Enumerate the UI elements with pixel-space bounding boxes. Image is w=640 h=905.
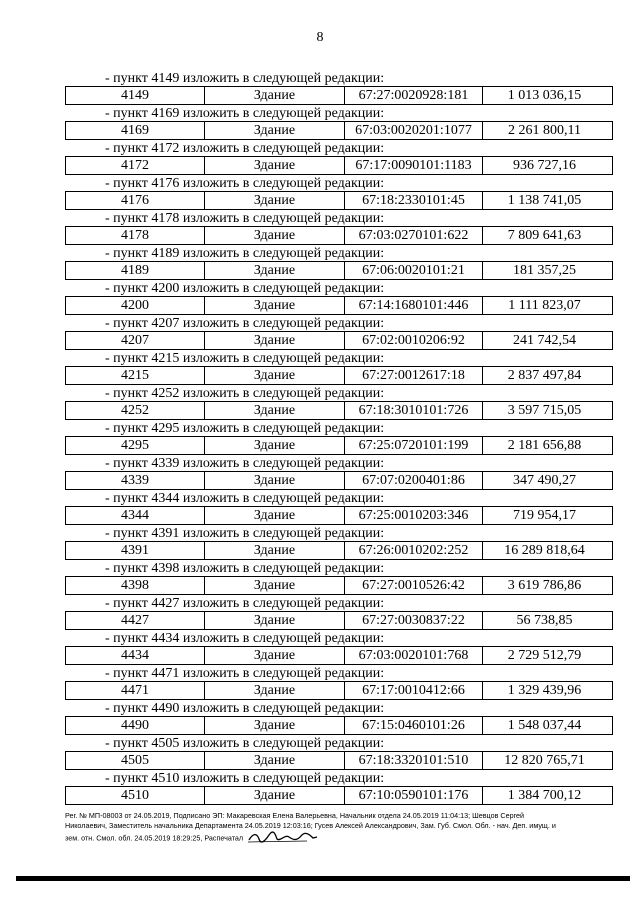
cadastral-value: 1 384 700,12	[482, 787, 612, 804]
table-row	[65, 191, 613, 210]
cadastral-value: 2 261 800,11	[482, 122, 612, 139]
cadastral-number: 67:17:0090101:1183	[344, 157, 482, 174]
amendment-entry	[65, 457, 613, 492]
table-row	[65, 541, 613, 560]
footer-line-last	[65, 831, 630, 846]
cadastral-number: 67:17:0010412:66	[344, 682, 482, 699]
cadastral-value: 1 111 823,07	[482, 297, 612, 314]
cadastral-number: 67:26:0010202:252	[344, 542, 482, 559]
cadastral-number: 67:02:0010206:92	[344, 332, 482, 349]
cadastral-number: 67:18:3320101:510	[344, 752, 482, 769]
cadastral-value: 1 329 439,96	[482, 682, 612, 699]
object-type: Здание	[204, 297, 344, 314]
table-row	[65, 611, 613, 630]
cadastral-value: 2 837 497,84	[482, 367, 612, 384]
handwritten-signature-icon	[247, 831, 319, 846]
table-row	[65, 576, 613, 595]
table-row	[65, 681, 613, 700]
amendment-entry	[65, 422, 613, 457]
object-type: Здание	[204, 87, 344, 104]
signature-footer	[65, 811, 630, 846]
object-type: Здание	[204, 227, 344, 244]
cadastral-number: 67:03:0020101:768	[344, 647, 482, 664]
item-number: 4200	[121, 298, 149, 313]
cadastral-number: 67:06:0020101:21	[344, 262, 482, 279]
amendment-instruction: - пункт 4252 изложить в следующей редакции:	[105, 386, 385, 401]
item-number: 4471	[121, 683, 149, 698]
amendment-entry	[65, 317, 613, 352]
amendment-entry	[65, 282, 613, 317]
object-type: Здание	[204, 262, 344, 279]
amendment-entry	[65, 632, 613, 667]
amendment-instruction: - пункт 4189 изложить в следующей редакции:	[105, 246, 385, 261]
object-type: Здание	[204, 752, 344, 769]
amendment-instruction: - пункт 4169 изложить в следующей редакции:	[105, 106, 385, 121]
item-number: 4149	[121, 88, 149, 103]
table-row	[65, 86, 613, 105]
amendment-entry	[65, 737, 613, 772]
table-row	[65, 121, 613, 140]
amendment-instruction: - пункт 4200 изложить в следующей редакции:	[105, 281, 385, 296]
amendment-entry	[65, 702, 613, 737]
item-number: 4339	[121, 473, 149, 488]
amendment-entry	[65, 352, 613, 387]
table-row	[65, 296, 613, 315]
item-number: 4510	[121, 788, 149, 803]
cadastral-value: 719 954,17	[482, 507, 612, 524]
cadastral-number: 67:03:0020201:1077	[344, 122, 482, 139]
cadastral-value: 181 357,25	[482, 262, 612, 279]
amendment-instruction: - пункт 4295 изложить в следующей редакции:	[105, 421, 385, 436]
amendment-instruction: - пункт 4505 изложить в следующей редакции:	[105, 736, 385, 751]
amendment-entry	[65, 597, 613, 632]
table-row	[65, 471, 613, 490]
amendment-instruction: - пункт 4178 изложить в следующей редакции:	[105, 211, 385, 226]
cadastral-value: 3 619 786,86	[482, 577, 612, 594]
amendment-entry	[65, 177, 613, 212]
amendment-entry	[65, 527, 613, 562]
cadastral-value: 2 729 512,79	[482, 647, 612, 664]
amendment-entry	[65, 247, 613, 282]
item-number: 4434	[121, 648, 149, 663]
item-number: 4391	[121, 543, 149, 558]
cadastral-value: 936 727,16	[482, 157, 612, 174]
item-number: 4252	[121, 403, 149, 418]
cadastral-number: 67:27:0020928:181	[344, 87, 482, 104]
object-type: Здание	[204, 542, 344, 559]
item-number: 4344	[121, 508, 149, 523]
cadastral-number: 67:18:2330101:45	[344, 192, 482, 209]
object-type: Здание	[204, 717, 344, 734]
table-row	[65, 366, 613, 385]
object-type: Здание	[204, 507, 344, 524]
cadastral-number: 67:27:0010526:42	[344, 577, 482, 594]
table-row	[65, 506, 613, 525]
footer-line: Николаевич, Заместитель начальника Департамента 24.05.2019 12:03:16; Гусев Алексей Александрович, Зам. Губ. Смол. Обл. - нач. Деп. имущ. и	[65, 821, 556, 830]
cadastral-value: 2 181 656,88	[482, 437, 612, 454]
cadastral-value: 7 809 641,63	[482, 227, 612, 244]
item-number: 4176	[121, 193, 149, 208]
amendment-instruction: - пункт 4398 изложить в следующей редакции:	[105, 561, 385, 576]
amendment-entry	[65, 212, 613, 247]
cadastral-number: 67:25:0720101:199	[344, 437, 482, 454]
item-number: 4505	[121, 753, 149, 768]
cadastral-number: 67:10:0590101:176	[344, 787, 482, 804]
amendment-instruction: - пункт 4471 изложить в следующей редакции:	[105, 666, 385, 681]
cadastral-value: 16 289 818,64	[482, 542, 612, 559]
item-number: 4490	[121, 718, 149, 733]
object-type: Здание	[204, 192, 344, 209]
cadastral-value: 3 597 715,05	[482, 402, 612, 419]
amendment-instruction: - пункт 4344 изложить в следующей редакции:	[105, 491, 385, 506]
cadastral-value: 1 138 741,05	[482, 192, 612, 209]
amendment-instruction: - пункт 4434 изложить в следующей редакции:	[105, 631, 385, 646]
object-type: Здание	[204, 122, 344, 139]
amendment-instruction: - пункт 4149 изложить в следующей редакции:	[105, 71, 385, 86]
cadastral-number: 67:15:0460101:26	[344, 717, 482, 734]
cadastral-number: 67:07:0200401:86	[344, 472, 482, 489]
item-number: 4172	[121, 158, 149, 173]
table-row	[65, 401, 613, 420]
table-row	[65, 436, 613, 455]
amendment-entry	[65, 772, 613, 807]
cadastral-number: 67:27:0030837:22	[344, 612, 482, 629]
table-row	[65, 646, 613, 665]
object-type: Здание	[204, 367, 344, 384]
table-row	[65, 751, 613, 770]
amendment-instruction: - пункт 4339 изложить в следующей редакции:	[105, 456, 385, 471]
object-type: Здание	[204, 472, 344, 489]
cadastral-value: 56 738,85	[482, 612, 612, 629]
amendment-instruction: - пункт 4215 изложить в следующей редакции:	[105, 351, 385, 366]
amendment-entry	[65, 562, 613, 597]
amendment-instruction: - пункт 4490 изложить в следующей редакции:	[105, 701, 385, 716]
item-number: 4169	[121, 123, 149, 138]
item-number: 4215	[121, 368, 149, 383]
item-number: 4189	[121, 263, 149, 278]
object-type: Здание	[204, 787, 344, 804]
cadastral-number: 67:18:3010101:726	[344, 402, 482, 419]
cadastral-number: 67:14:1680101:446	[344, 297, 482, 314]
item-number: 4207	[121, 333, 149, 348]
cadastral-value: 12 820 765,71	[482, 752, 612, 769]
cadastral-number: 67:27:0012617:18	[344, 367, 482, 384]
cadastral-value: 241 742,54	[482, 332, 612, 349]
object-type: Здание	[204, 577, 344, 594]
cadastral-value: 1 548 037,44	[482, 717, 612, 734]
page-number: 8	[316, 30, 324, 45]
amendment-instruction: - пункт 4427 изложить в следующей редакции:	[105, 596, 385, 611]
cadastral-number: 67:25:0010203:346	[344, 507, 482, 524]
item-number: 4427	[121, 613, 149, 628]
object-type: Здание	[204, 682, 344, 699]
cadastral-number: 67:03:0270101:622	[344, 227, 482, 244]
item-number: 4398	[121, 578, 149, 593]
footer-line-text: зем. отн. Смол. обл. 24.05.2019 18:29:25, Распечатал	[65, 833, 244, 843]
amendment-instruction: - пункт 4391 изложить в следующей редакции:	[105, 526, 385, 541]
object-type: Здание	[204, 157, 344, 174]
table-row	[65, 331, 613, 350]
table-row	[65, 226, 613, 245]
object-type: Здание	[204, 647, 344, 664]
amendment-entry	[65, 142, 613, 177]
cadastral-value: 347 490,27	[482, 472, 612, 489]
item-number: 4178	[121, 228, 149, 243]
amendment-instruction: - пункт 4510 изложить в следующей редакции:	[105, 771, 385, 786]
cadastral-value: 1 013 036,15	[482, 87, 612, 104]
amendment-instruction: - пункт 4207 изложить в следующей редакции:	[105, 316, 385, 331]
item-number: 4295	[121, 438, 149, 453]
amendment-entry	[65, 667, 613, 702]
amendment-entry	[65, 72, 613, 107]
footer-line: Рег. № МП-08003 от 24.05.2019, Подписано ЭП: Макаревская Елена Валерьевна, Начальник отдела 24.05.2019 11:04:13; Шевцов Сергей	[65, 811, 525, 820]
table-row	[65, 716, 613, 735]
object-type: Здание	[204, 437, 344, 454]
table-row	[65, 261, 613, 280]
table-row	[65, 786, 613, 805]
object-type: Здание	[204, 402, 344, 419]
amendment-entry	[65, 492, 613, 527]
amendment-entry	[65, 107, 613, 142]
object-type: Здание	[204, 332, 344, 349]
amendment-entry	[65, 387, 613, 422]
amendment-instruction: - пункт 4172 изложить в следующей редакции:	[105, 141, 385, 156]
amendment-instruction: - пункт 4176 изложить в следующей редакции:	[105, 176, 385, 191]
object-type: Здание	[204, 612, 344, 629]
bottom-rule	[16, 876, 630, 881]
table-row	[65, 156, 613, 175]
amendments-list	[65, 72, 613, 807]
